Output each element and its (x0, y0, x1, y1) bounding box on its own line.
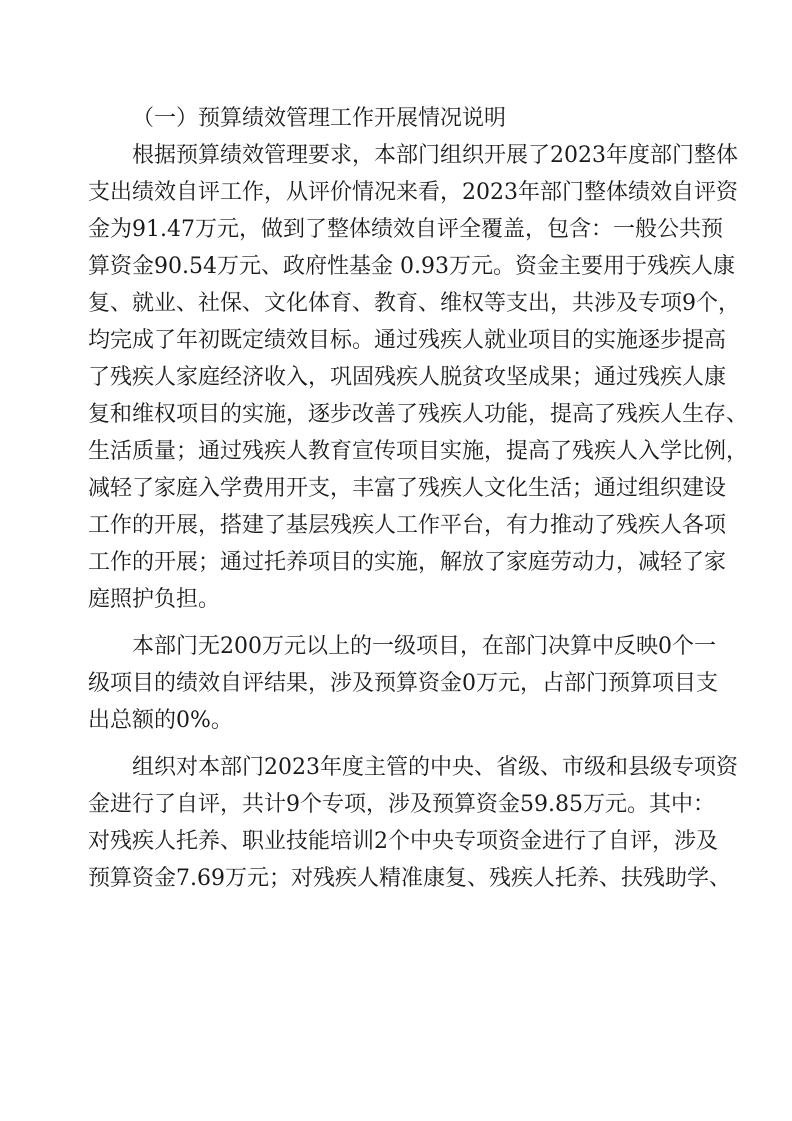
paragraph-1-line-9: 生活质量；通过残疾人教育宣传项目实施，提高了残疾人入学比例， (88, 439, 749, 464)
paragraph-1-line-12: 工作的开展；通过托养项目的实施，解放了家庭劳动力，减轻了家 (88, 550, 727, 575)
paragraph-1-line-8: 复和维权项目的实施，逐步改善了残疾人功能，提高了残疾人生存、 (88, 402, 749, 427)
paragraph-3-line-4: 预算资金7.69万元；对残疾人精准康复、残疾人托养、扶残助学、 (88, 866, 731, 891)
paragraph-2-line-2: 级项目的绩效自评结果，涉及预算资金0万元，占部门预算项目支 (88, 671, 718, 696)
paragraph-1-line-6: 均完成了年初既定绩效目标。通过残疾人就业项目的实施逐步提高 (88, 328, 727, 353)
paragraph-2-line-3: 出总额的0%。 (88, 708, 233, 733)
paragraph-1-line-5: 复、就业、社保、文化体育、教育、维权等支出，共涉及专项9个， (88, 291, 740, 316)
paragraph-1-line-7: 了残疾人家庭经济收入，巩固残疾人脱贫攻坚成果；通过残疾人康 (88, 365, 727, 390)
paragraph-1-line-4: 算资金90.54万元、政府性基金 0.93万元。资金主要用于残疾人康 (88, 254, 735, 279)
paragraph-1-line-13: 庭照护负担。 (88, 587, 221, 612)
paragraph-1-line-3: 金为91.47万元，做到了整体绩效自评全覆盖，包含：一般公共预 (88, 217, 723, 242)
paragraph-2-line-1: 本部门无200万元以上的一级项目，在部门决算中反映0个一 (132, 634, 716, 659)
paragraph-1-line-1: 根据预算绩效管理要求，本部门组织开展了2023年度部门整体 (132, 143, 738, 168)
paragraph-1-line-11: 工作的开展，搭建了基层残疾人工作平台，有力推动了残疾人各项 (88, 513, 727, 538)
section-heading: （一）预算绩效管理工作开展情况说明 (132, 106, 507, 131)
paragraph-1-line-2: 支出绩效自评工作，从评价情况来看，2023年部门整体绩效自评资 (88, 180, 738, 205)
paragraph-3-line-3: 对残疾人托养、职业技能培训2个中央专项资金进行了自评，涉及 (88, 829, 718, 854)
paragraph-3-line-2: 金进行了自评，共计9个专项，涉及预算资金59.85万元。其中： (88, 792, 715, 817)
paragraph-3-line-1: 组织对本部门2023年度主管的中央、省级、市级和县级专项资 (132, 755, 738, 780)
paragraph-1-line-10: 减轻了家庭入学费用开支，丰富了残疾人文化生活；通过组织建设 (88, 476, 727, 501)
